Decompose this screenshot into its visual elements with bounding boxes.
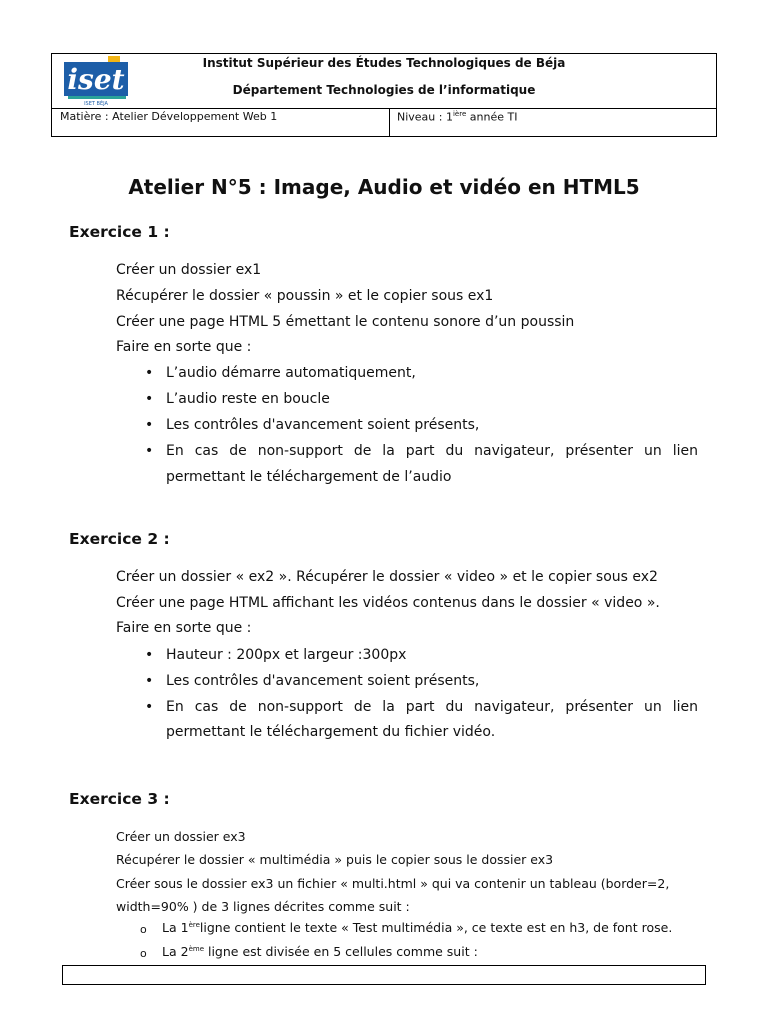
ex2-bullet: En cas de non-support de la part du navigateur, présenter un lien <box>166 699 698 715</box>
ex1-heading: Exercice 1 : <box>69 223 170 241</box>
ex1-bullet: L’audio démarre automatiquement, <box>166 365 416 381</box>
ex1-bullet-cont: permettant le téléchargement de l’audio <box>166 469 452 485</box>
institute-name: Institut Supérieur des Études Technologiques de Béja <box>202 56 566 70</box>
bullet-icon: • <box>145 673 154 689</box>
sub1-sup: ère <box>188 920 200 929</box>
ex3-heading: Exercice 3 : <box>69 790 170 808</box>
bullet-icon: • <box>145 417 154 433</box>
ex2-bullet: Les contrôles d'avancement soient présents, <box>166 673 480 689</box>
sub2-suffix: ligne est divisée en 5 cellules comme suit : <box>204 944 478 959</box>
sub1-suffix: ligne contient le texte « Test multimédia », ce texte est en h3, de font rose. <box>199 920 673 935</box>
ex2-line: Créer une page HTML affichant les vidéos contenus dans le dossier « video ». <box>116 595 660 611</box>
ex2-bullet: Hauteur : 200px et largeur :300px <box>166 647 407 663</box>
ex1-bullet: L’audio reste en boucle <box>166 391 330 407</box>
ex1-bullet: Les contrôles d'avancement soient présents, <box>166 417 480 433</box>
ex2-line: Créer un dossier « ex2 ». Récupérer le dossier « video » et le copier sous ex2 <box>116 569 658 585</box>
sub1-prefix: La 1 <box>162 920 189 935</box>
header-top-row <box>52 54 716 109</box>
sub2-prefix: La 2 <box>162 944 189 959</box>
bullet-icon: • <box>145 365 154 381</box>
bullet-icon: • <box>145 391 154 407</box>
niveau-cell <box>390 109 716 136</box>
header-table <box>51 53 717 137</box>
ex2-line: Faire en sorte que : <box>116 620 252 636</box>
niveau-prefix: Niveau : 1 <box>397 110 453 124</box>
ex2-heading: Exercice 2 : <box>69 530 170 548</box>
table-outline-start <box>62 965 706 985</box>
department-name: Département Technologies de l’informatique <box>232 83 536 97</box>
bullet-icon: • <box>145 699 154 715</box>
logo-subtext: ISET BÉJA <box>84 101 108 106</box>
ex1-line: Récupérer le dossier « poussin » et le copier sous ex1 <box>116 288 494 304</box>
ex1-line: Créer un dossier ex1 <box>116 262 262 278</box>
ex3-line: Créer sous le dossier ex3 un fichier « multi.html » qui va contenir un tableau (border=2, <box>116 876 670 891</box>
circle-bullet-icon: o <box>140 947 147 960</box>
ex3-subitem <box>162 944 478 959</box>
ex3-line: width=90% ) de 3 lignes décrites comme suit : <box>116 899 410 914</box>
circle-bullet-icon: o <box>140 923 147 936</box>
niveau-sup: ière <box>452 110 467 118</box>
ex1-line: Créer une page HTML 5 émettant le contenu sonore d’un poussin <box>116 314 575 330</box>
page-title: Atelier N°5 : Image, Audio et vidéo en HTML5 <box>128 175 640 199</box>
logo-text: iset <box>67 63 125 96</box>
bullet-icon: • <box>145 647 154 663</box>
ex1-bullet: En cas de non-support de la part du navigateur, présenter un lien <box>166 443 698 459</box>
sub2-sup: ème <box>188 944 204 953</box>
header-bottom-row <box>52 109 716 136</box>
matiere-cell: Matière : Atelier Développement Web 1 <box>52 109 390 136</box>
ex3-line: Récupérer le dossier « multimédia » puis le copier sous le dossier ex3 <box>116 852 554 867</box>
ex3-line: Créer un dossier ex3 <box>116 829 246 844</box>
niveau-suffix: année TI <box>466 110 518 124</box>
ex2-bullet-cont: permettant le téléchargement du fichier vidéo. <box>166 724 496 740</box>
ex1-line: Faire en sorte que : <box>116 339 252 355</box>
bullet-icon: • <box>145 443 154 459</box>
ex3-subitem <box>162 920 672 935</box>
